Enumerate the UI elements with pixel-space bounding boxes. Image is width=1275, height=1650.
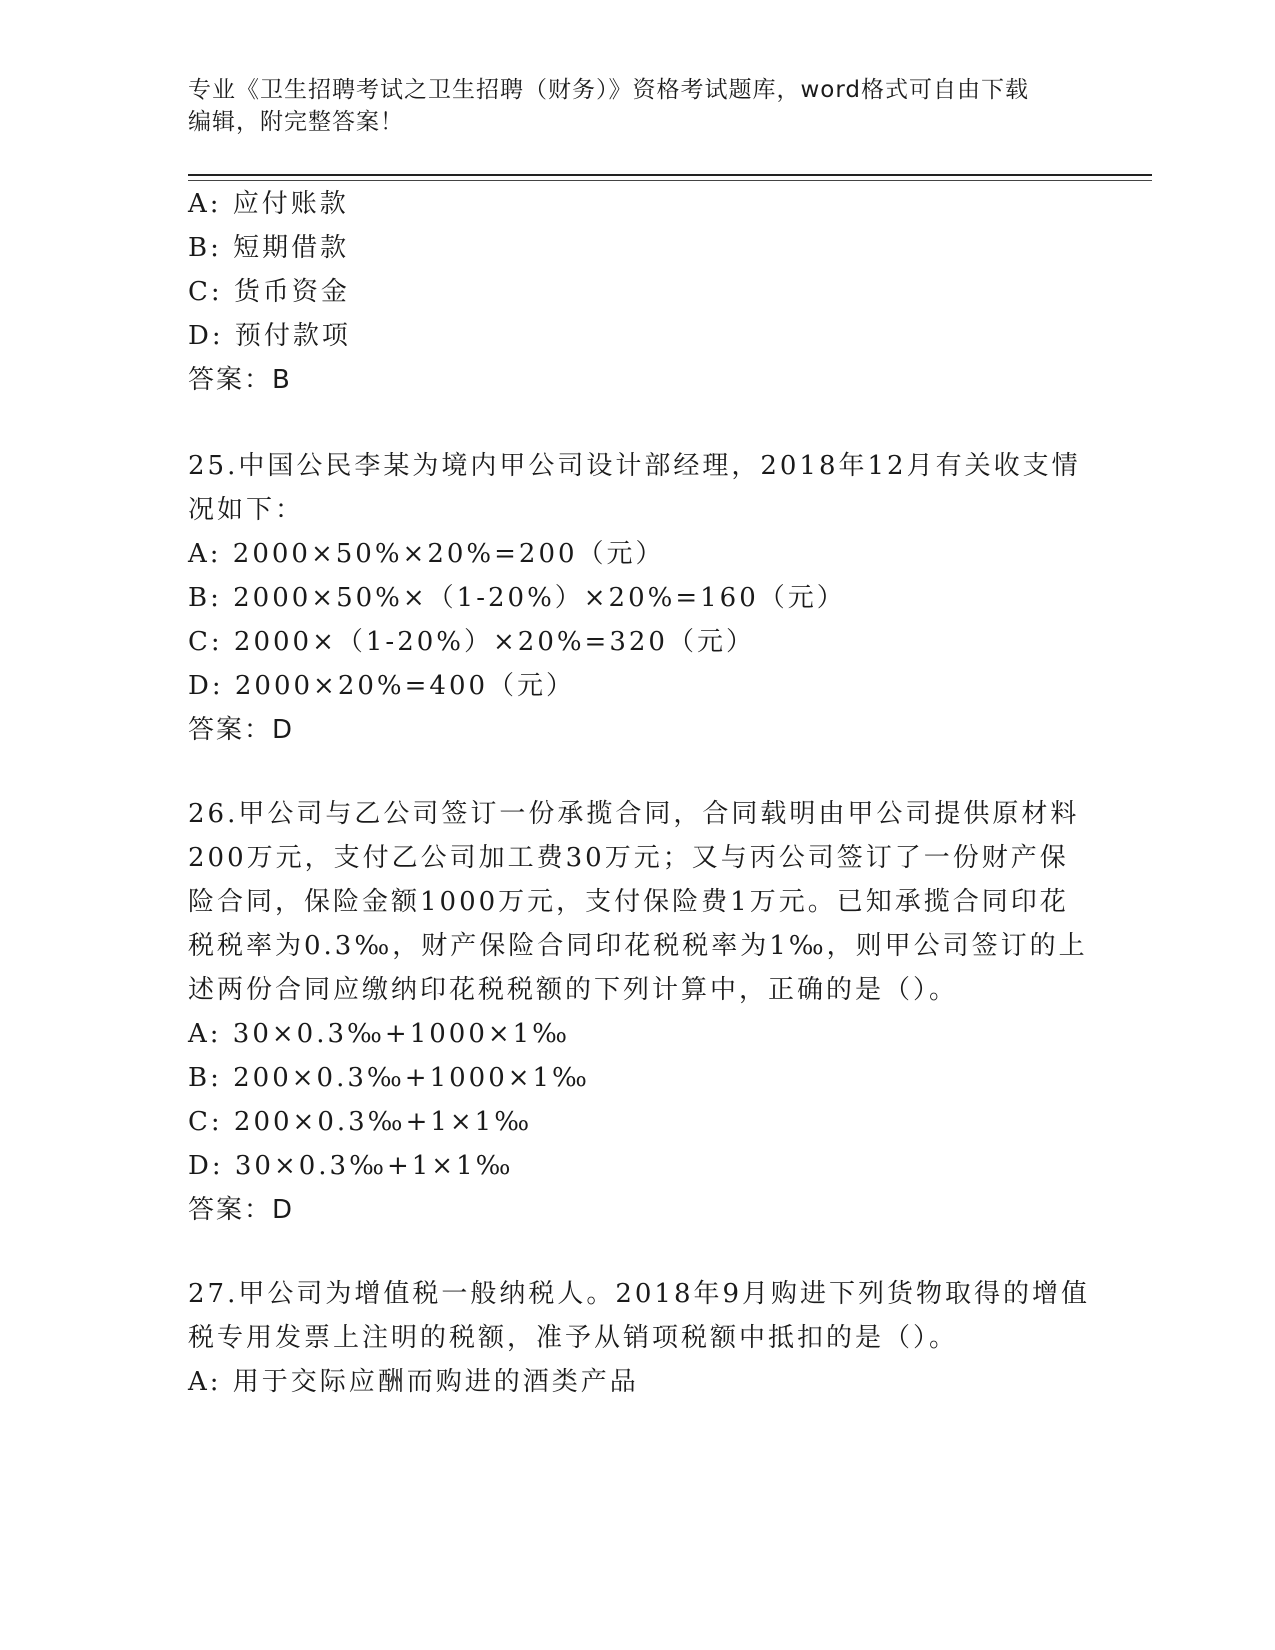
- q26-stem-line-1: 26.甲公司与乙公司签订一份承揽合同，合同载明由甲公司提供原材料: [188, 799, 1080, 829]
- q26-option-a: A: 30×0.3‰+1000×1‰: [188, 1019, 571, 1049]
- q24-option-d: D: 预付款项: [188, 321, 351, 351]
- q26-stem-line-2: 200万元，支付乙公司加工费30万元；又与丙公司签订了一份财产保: [188, 843, 1069, 873]
- header-divider-thick: [188, 174, 1152, 176]
- q26-stem-line-4: 税税率为0.3‰，财产保险合同印花税税率为1‰，则甲公司签订的上: [188, 931, 1088, 961]
- q27-stem-line-1: 27.甲公司为增值税一般纳税人。2018年9月购进下列货物取得的增值: [188, 1279, 1091, 1309]
- q25-option-d: D: 2000×20%=400（元）: [188, 671, 576, 701]
- q25-option-a: A: 2000×50%×20%=200（元）: [188, 539, 665, 569]
- header-line-1: 专业《卫生招聘考试之卫生招聘（财务）》资格考试题库，word格式可自由下载: [188, 77, 1030, 103]
- q25-stem-line-2: 况如下：: [188, 495, 305, 525]
- q24-option-c: C: 货币资金: [188, 277, 350, 307]
- q26-stem-line-3: 险合同，保险金额1000万元，支付保险费1万元。已知承揽合同印花: [188, 887, 1069, 917]
- q25-option-c: C: 2000×（1-20%）×20%=320（元）: [188, 627, 755, 657]
- q25-option-b: B: 2000×50%×（1-20%）×20%=160（元）: [188, 583, 846, 613]
- q27-option-a: A: 用于交际应酬而购进的酒类产品: [188, 1367, 639, 1397]
- q25-answer: 答案：D: [188, 715, 295, 745]
- q24-answer: 答案：B: [188, 365, 292, 395]
- header-divider-thin: [188, 180, 1152, 181]
- q27-stem-line-2: 税专用发票上注明的税额，准予从销项税额中抵扣的是（）。: [188, 1323, 959, 1353]
- q26-option-d: D: 30×0.3‰+1×1‰: [188, 1151, 514, 1181]
- q26-option-c: C: 200×0.3‰+1×1‰: [188, 1107, 533, 1137]
- q26-stem-line-5: 述两份合同应缴纳印花税税额的下列计算中，正确的是（）。: [188, 975, 959, 1005]
- q26-option-b: B: 200×0.3‰+1000×1‰: [188, 1063, 590, 1093]
- q24-option-b: B: 短期借款: [188, 233, 350, 263]
- q24-option-a: A: 应付账款: [188, 189, 349, 219]
- header-line-2: 编辑，附完整答案！: [188, 109, 404, 135]
- q25-stem-line-1: 25.中国公民李某为境内甲公司设计部经理，2018年12月有关收支情: [188, 451, 1081, 481]
- document-header: [188, 74, 1068, 138]
- q26-answer: 答案：D: [188, 1195, 295, 1225]
